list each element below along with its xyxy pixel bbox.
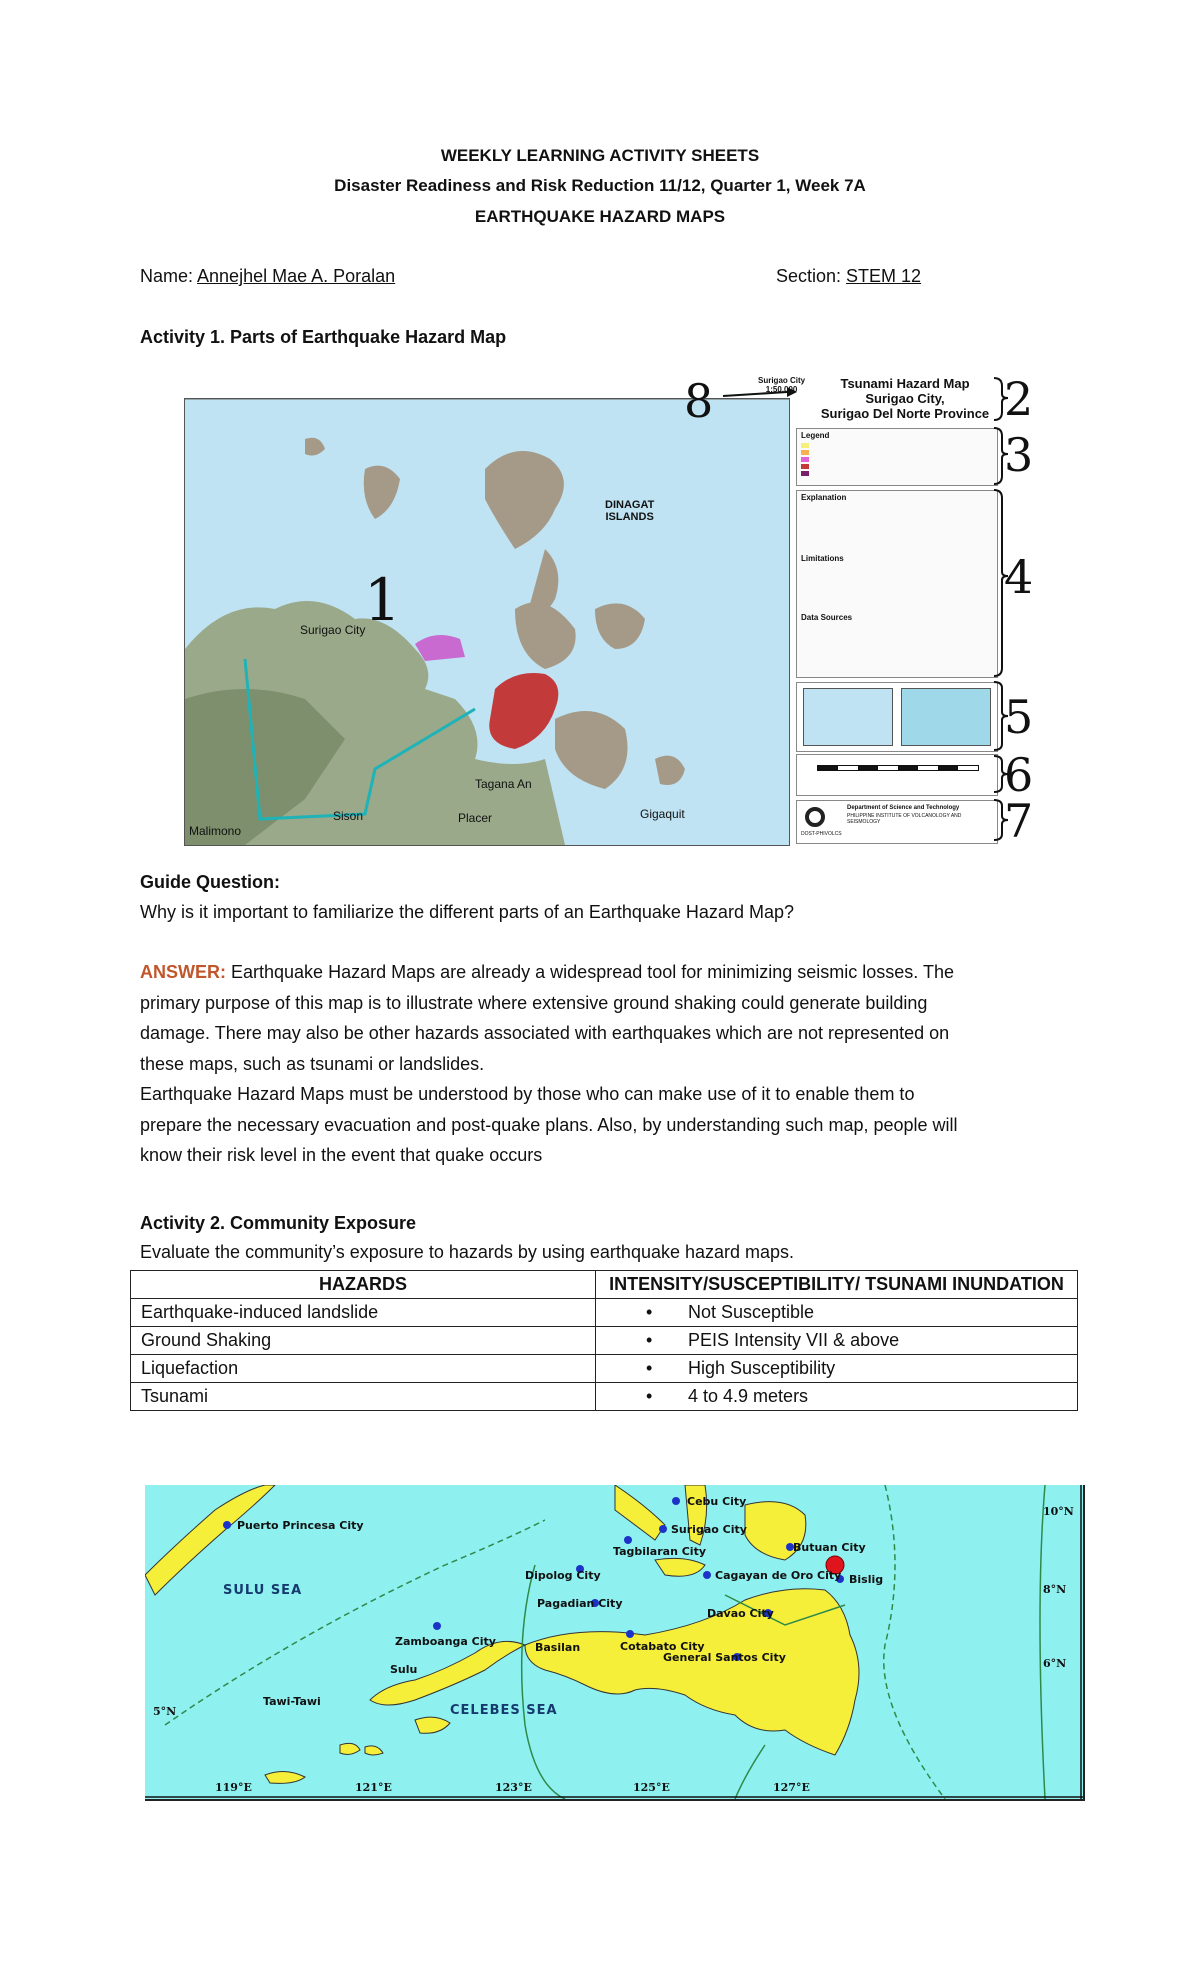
map-title-line1: Tsunami Hazard Map [840,376,970,391]
legend-heading: Legend [801,431,830,440]
logo-text: DOST-PHIVOLCS [801,831,842,837]
name-label: Name: [140,266,198,286]
bullet-icon: • [646,1386,653,1406]
phivolcs-logo-icon [805,807,825,827]
table-header-row [131,1271,1078,1299]
sheet-title: WEEKLY LEARNING ACTIVITY SHEETS [440,146,760,165]
part-number-4: 4 [1004,550,1034,604]
map-title-block [810,376,1000,421]
header-hazards: HAZARDS [131,1271,596,1299]
mindanao-map [145,1485,1085,1801]
scale-bar [817,765,979,771]
city-tagbilaran: Tagbilaran City [613,1545,707,1558]
hazard-cell: Ground Shaking [131,1327,596,1355]
table-row [131,1299,1078,1327]
value-text: Not Susceptible [688,1302,815,1322]
answer-line-3: damage. There may also be other hazards associated with earthquakes which are not represented on [140,1023,950,1043]
city-basilan: Basilan [535,1641,581,1654]
answer-line-6: prepare the necessary evacuation and post-quake plans. Also, by understanding such map, people will [140,1114,958,1135]
answer-line-5: Earthquake Hazard Maps must be understood by those who can make use of it to enable them to [140,1084,915,1104]
sheet-subtitle: Disaster Readiness and Risk Reduction 11/12, Quarter 1, Week 7A [334,176,866,195]
city-cotabato: Cotabato City [620,1640,705,1653]
sea-label-celebes: CELEBES SEA [450,1703,558,1718]
part-number-8: 8 [684,374,714,428]
city-general-santos: General Santos City [663,1651,786,1664]
hazard-cell: Earthquake-induced landslide [131,1299,596,1327]
name-value: Annejhel Mae A. Poralan [197,266,396,286]
part-number-6: 6 [1004,748,1034,802]
table-row [131,1355,1078,1383]
part-number-7: 7 [1004,794,1034,848]
map-label-gigaquit: Gigaquit [640,807,685,821]
lon-label-123: 123°E [495,1781,532,1794]
city-puerto-princesa: Puerto Princesa City [237,1519,364,1532]
value-text: 4 to 4.9 meters [688,1386,809,1406]
value-cell [596,1299,1078,1327]
table-row [131,1327,1078,1355]
data-sources-heading: Data Sources [801,613,853,622]
section-line [776,266,921,287]
exposure-table [130,1270,1078,1411]
inset-map-left [803,688,893,746]
mindanao-map-graphic [145,1485,1083,1799]
scale-bar-box [796,754,998,796]
city-pagadian: Pagadian City [537,1597,623,1610]
guide-question: Why is it important to familiarize the different parts of an Earthquake Hazard Map? [140,902,794,922]
city-zamboanga: Zamboanga City [395,1635,496,1648]
sheet-topic: EARTHQUAKE HAZARD MAPS [474,207,726,226]
city-davao: Davao City [707,1607,774,1620]
city-dipolog: Dipolog City [525,1569,601,1582]
map-label-placer: Placer [458,811,493,825]
bullet-icon: • [646,1358,653,1378]
lon-label-119: 119°E [215,1781,252,1794]
activity2-intro: Evaluate the community’s exposure to hazards by using earthquake hazard maps. [140,1242,795,1262]
map-title-line3: Surigao Del Norte Province [820,406,990,421]
value-cell [596,1355,1078,1383]
hazard-cell: Tsunami [131,1383,596,1411]
bullet-icon: • [646,1302,653,1322]
map-label-sison: Sison [333,809,364,823]
answer-text-1: Earthquake Hazard Maps are already a widespread tool for minimizing seismic losses. The [226,962,954,982]
explanation-box [796,490,998,678]
header-intensity: INTENSITY/SUSCEPTIBILITY/ TSUNAMI INUNDATION [596,1271,1078,1299]
map-title-line2: Surigao City, [865,391,945,406]
section-value: STEM 12 [846,266,922,286]
answer-line-7: know their risk level in the event that quake occurs [140,1145,543,1165]
lat-label-10: 10°N [1043,1505,1074,1518]
answer-line-4: these maps, such as tsunami or landslides. [140,1053,485,1074]
scale-label-city: Surigao City [758,376,806,385]
part-number-2: 2 [1004,372,1034,426]
city-surigao: Surigao City [671,1523,747,1536]
map-label-surigao-city: Surigao City [300,623,366,637]
lat-label-6: 6°N [1043,1657,1067,1670]
hazard-map-frame [184,398,790,846]
agency-sub: PHILIPPINE INSTITUTE OF VOLCANOLOGY AND SEISMOLOGY [847,813,962,825]
answer-block [140,957,1080,1171]
section-label: Section: [776,266,847,286]
legend-box [796,428,998,486]
agency-box [796,800,998,844]
inset-map-right [901,688,991,746]
value-cell [596,1327,1078,1355]
limitations-heading: Limitations [801,554,844,563]
answer-line-2: primary purpose of this map is to illustrate where extensive ground shaking could generate building [140,992,928,1013]
city-sulu: Sulu [390,1663,418,1676]
inset-maps-box [796,682,998,752]
lat-label-5: 5°N [153,1705,177,1718]
guide-heading: Guide Question: [140,872,281,892]
map-label-dinagat [605,499,654,523]
value-text: PEIS Intensity VII & above [688,1330,900,1350]
lon-label-127: 127°E [773,1781,810,1794]
bullet-icon: • [646,1330,653,1350]
name-line [140,266,395,287]
map-label-malimono: Malimono [189,824,242,838]
value-cell [596,1383,1078,1411]
tsunami-hazard-map-figure [184,372,1034,848]
scale-label-ratio: 1:50,000 [765,385,798,394]
answer-label: ANSWER: [140,962,226,982]
map-label-dinagat-line2: ISLANDS [605,511,654,523]
map-label-dinagat-line1: DINAGAT [605,499,655,511]
city-cebu: Cebu City [687,1495,747,1508]
part-number-1: 1 [364,566,401,634]
part-number-3: 3 [1004,428,1034,482]
city-cagayan-de-oro: Cagayan de Oro City [715,1569,842,1582]
city-tawi-tawi: Tawi-Tawi [263,1695,321,1708]
hazard-cell: Liquefaction [131,1355,596,1383]
activity1-title: Activity 1. Parts of Earthquake Hazard Map [140,327,507,347]
value-text: High Susceptibility [688,1358,836,1378]
part-number-5: 5 [1004,690,1034,744]
agency-name: Department of Science and Technology [847,805,960,811]
activity2-title: Activity 2. Community Exposure [140,1213,417,1233]
explanation-heading: Explanation [801,493,847,502]
table-row [131,1383,1078,1411]
map-legend-column [796,372,1034,848]
answer-line-1 [140,957,1080,988]
sea-label-sulu: SULU SEA [223,1583,303,1598]
city-bislig: Bislig [849,1573,884,1586]
lat-label-8: 8°N [1043,1583,1067,1596]
map-label-tagana-an: Tagana An [475,777,532,791]
lon-label-125: 125°E [633,1781,670,1794]
city-butuan: Butuan City [793,1541,866,1554]
lon-label-121: 121°E [355,1781,392,1794]
